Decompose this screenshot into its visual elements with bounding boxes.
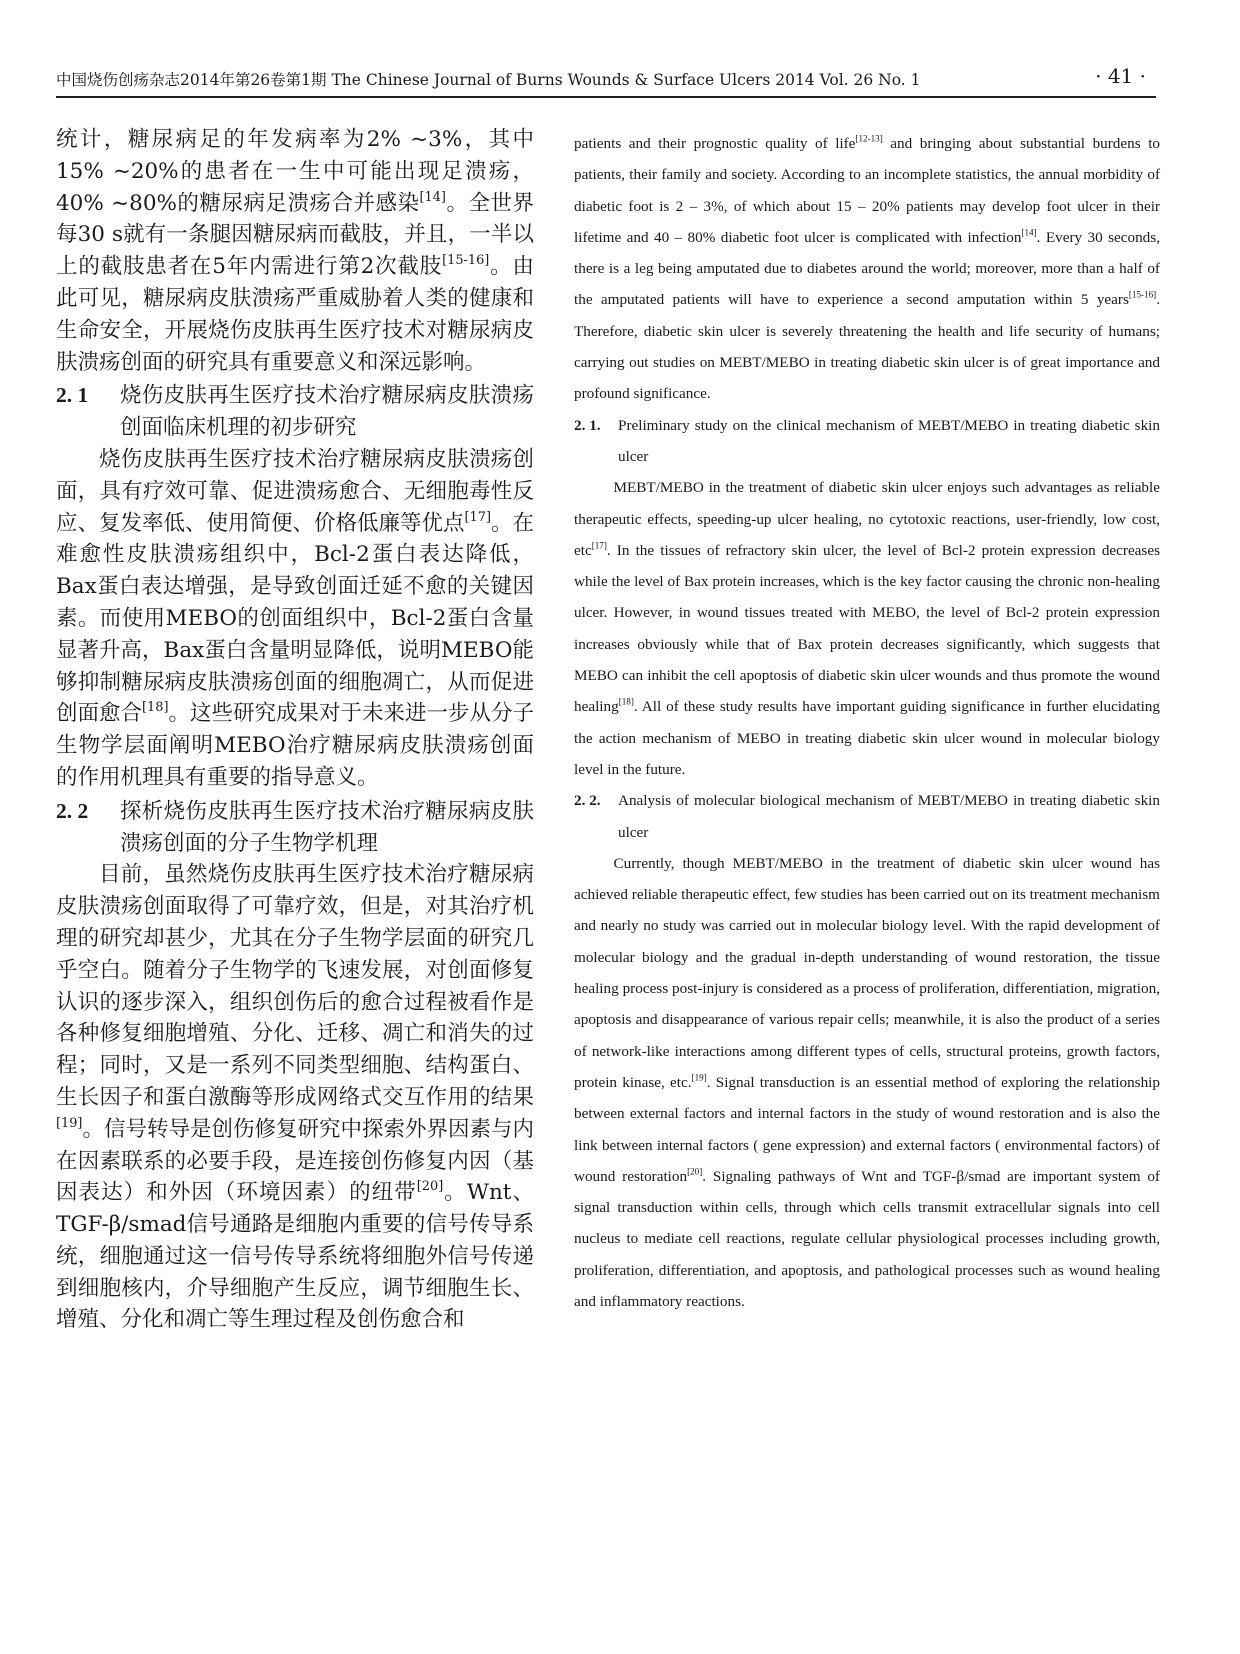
running-head-text: 中国烧伤创疡杂志2014年第26卷第1期 The Chinese Journal of Burns Wounds & Surface Ulcers 2014 Vol. 26 No. 1 [56,71,921,89]
section-title: Preliminary study on the clinical mechanism of MEBT/MEBO in treating diabetic skin ulcer [618,416,1160,465]
section-title: 烧伤皮肤再生医疗技术治疗糖尿病皮肤溃疡创面临床机理的初步研究 [120,383,534,441]
citation: [14] [419,189,446,205]
citation: [19] [56,1115,83,1131]
citation: [14] [1021,227,1037,238]
zh-section-heading-2-2 [56,796,534,860]
section-number: 2. 2 [56,798,89,823]
en-paragraph-2: MEBT/MEBO in the treatment of diabetic skin ulcer enjoys such advantages as reliable therapeutic effects, speeding-up ulcer healing, no cytotoxic reactions, user-friendly, low cost, etc[17]. In the tissues of refractory skin ulcer, the level of Bcl-2 protein expression decreases while the level of Bax protein increases, which is the key factor causing the chronic non-healing ulcer. However, in wound tissues treated with MEBO, the level of Bcl-2 protein expression increases obviously while that of Bax protein decreases significantly, which suggests that MEBO can inhibit the cell apoptosis of diabetic skin ulcer wounds and thus promote the wound healing[18]. All of these study results have important guiding significance in further elucidating the action mechanism of MEBO in treating diabetic skin ulcer wound in molecular biology level in the future. [574,479,1160,778]
section-number: 2. 1. [574,416,601,434]
page-number: · 41 · [1095,64,1146,88]
zh-paragraph-1: 统计，糖尿病足的年发病率为2% ~3%，其中15% ~20%的患者在一生中可能出现足溃疡，40% ~80%的糖尿病足溃疡合并感染[14]。全世界每30 s就有一条腿因糖尿病而截肢，并且，一半以上的截肢患者在5年内需进行第2次截肢[15-16]。由此可见，糖尿病皮肤溃疡严重威胁着人类的健康和生命安全，开展烧伤皮肤再生医疗技术对糖尿病皮肤溃疡创面的研究具有重要意义和深远影响。 [56,127,534,375]
citation: [15-16] [442,253,490,269]
citation: [18] [142,700,169,716]
zh-section-heading-2-1 [56,380,534,444]
citation: [20] [416,1179,444,1195]
chinese-column [56,124,534,1336]
citation: [12-13] [855,133,883,144]
running-header [56,66,1156,98]
en-paragraph-3: Currently, though MEBT/MEBO in the treatment of diabetic skin ulcer wound has achieved reliable therapeutic effect, few studies has been carried out on its treatment mechanism and nearly no study was carried out in molecular biology level. With the rapid development of molecular biology and the gradual in-depth understanding of wound restoration, the tissue healing process post-injury is considered as a process of proliferation, differentiation, migration, apoptosis and disappearance of various repair cells; meanwhile, it is also the product of a series of network-like interactions among different types of cells, structural proteins, growth factors, protein kinase, etc.[19]. Signal transduction is an essential method of exploring the relationship between external factors and internal factors in the study of wound restoration and is also the link between internal factors ( gene expression) and external factors ( environmental factors) of wound restoration[20]. Signaling pathways of Wnt and TGF-β/smad are important system of signal transduction within cells, through which cells transmit extracellular signals into cell nucleus to mediate cell reactions, regulate cellular physiological processes including growth, proliferation, differentiation, and apoptosis, and pathological processes such as wound healing and inflammatory reactions. [574,854,1160,1310]
section-title: Analysis of molecular biological mechanism of MEBT/MEBO in treating diabetic skin ulcer [618,792,1160,841]
section-title: 探析烧伤皮肤再生医疗技术治疗糖尿病皮肤溃疡创面的分子生物学机理 [120,798,534,856]
english-column [574,128,1160,1317]
zh-paragraph-3: 目前，虽然烧伤皮肤再生医疗技术治疗糖尿病皮肤溃疡创面取得了可靠疗效，但是，对其治疗机理的研究却甚少，尤其在分子生物学层面的研究几乎空白。随着分子生物学的飞速发展，对创面修复认识的逐步深入，组织创伤后的愈合过程被看作是各种修复细胞增殖、分化、迁移、凋亡和消失的过程；同时，又是一系列不同类型细胞、结构蛋白、生长因子和蛋白激酶等形成网络式交互作用的结果[19]。信号转导是创伤修复研究中探索外界因素与内在因素联系的必要手段，是连接创伤修复内因（基因表达）和外因（环境因素）的纽带[20]。Wnt、TGF-β/smad信号通路是细胞内重要的信号传导系统，细胞通过这一信号传导系统将细胞外信号传递到细胞核内，介导细胞产生反应，调节细胞生长、增殖、分化和凋亡等生理过程及创伤愈合和 [56,862,534,1333]
citation: [15-16] [1128,290,1157,301]
section-number: 2. 2. [574,792,601,810]
en-paragraph-1: patients and their prognostic quality of life[12-13] and bringing about substantial burdens to patients, their family and society. According to an incomplete statistics, the annual morbidity of diabetic foot is 2 – 3%, of which about 15 – 20% patients may develop foot ulcer in their lifetime and 40 – 80% diabetic foot ulcer is complicated with infection[14]. Every 30 seconds, there is a leg being amputated due to diabetes around the world; moreover, more than a half of the amputated patients will have to experience a second amputation within 5 years[15-16]. Therefore, diabetic skin ulcer is severely threatening the health and life security of humans; carrying out studies on MEBT/MEBO in treating diabetic skin ulcer is of great importance and profound significance. [574,133,1161,403]
citation: [17] [464,509,491,525]
zh-paragraph-2: 烧伤皮肤再生医疗技术治疗糖尿病皮肤溃疡创面，具有疗效可靠、促进溃疡愈合、无细胞毒性反应、复发率低、使用简便、价格低廉等优点[17]。在难愈性皮肤溃疡组织中，Bcl-2蛋白表达降低，Bax蛋白表达增强，是导致创面迁延不愈的关键因素。而使用MEBO的创面组织中，Bcl-2蛋白含量显著升高，Bax蛋白含量明显降低，说明MEBO能够抑制糖尿病皮肤溃疡创面的细胞凋亡，从而促进创面愈合[18]。这些研究成果对于未来进一步从分子生物学层面阐明MEBO治疗糖尿病皮肤溃疡创面的作用机理具有重要的指导意义。 [56,446,534,790]
citation: [20] [687,1166,703,1177]
citation: [18] [618,696,634,707]
citation: [17] [591,540,607,551]
en-section-heading-2-1 [574,410,1160,473]
en-section-heading-2-2 [574,785,1160,848]
section-number: 2. 1 [56,383,89,408]
citation: [19] [691,1072,707,1083]
